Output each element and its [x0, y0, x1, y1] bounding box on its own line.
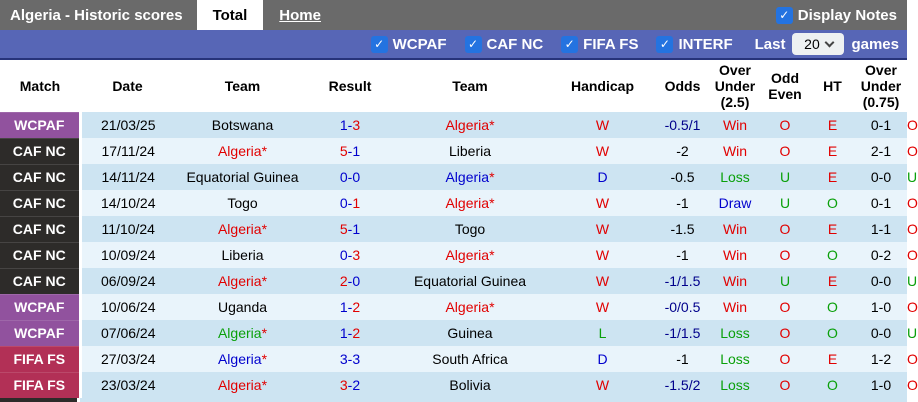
filter-wcpaf[interactable] [371, 36, 447, 53]
odd-even: E [827, 169, 838, 185]
filter-wcpaf-checkbox[interactable] [371, 36, 388, 53]
odds-result: Win [722, 143, 748, 159]
odds-result: Loss [720, 169, 750, 185]
table-row: CAF NC 14/10/24 Togo 0-1 Algeria* W -1 Draw U O 0-1 O [0, 190, 907, 216]
col-header-away-team: Team [452, 78, 488, 94]
filter-interf-label: INTERF [678, 35, 733, 53]
result-letter: W [595, 117, 610, 133]
filter-bar [0, 30, 907, 60]
match-score: 5-1 [339, 221, 361, 237]
match-score: 1-3 [339, 117, 361, 133]
competition-badge: WCPAF [0, 320, 80, 346]
page-title: Algeria - Historic scores [10, 6, 183, 24]
handicap-value: -0/0.5 [664, 299, 701, 315]
match-date: 06/09/24 [101, 273, 156, 289]
match-date: 10/09/24 [101, 247, 156, 263]
display-notes-checkbox[interactable] [776, 7, 793, 24]
away-team-star: * [489, 117, 495, 133]
result-letter: W [595, 377, 610, 393]
away-team: Algeria* [445, 169, 495, 185]
checkmark-icon: ✓ [564, 37, 575, 51]
table-row: CAF NC 11/10/24 Algeria* 5-1 Togo W -1.5 Win O E 1-1 O [0, 216, 907, 242]
match-score: 3-2 [339, 377, 361, 393]
odds-result: Draw [718, 195, 752, 211]
table-row: CAF NC 06/09/24 Algeria* 2-0 Equatorial Guinea W -1/1.5 Win U E 0-0 U [0, 268, 907, 294]
over-under-25: O [779, 299, 791, 315]
home-team-star: * [261, 221, 268, 237]
over-under-25: O [779, 221, 791, 237]
match-date: 11/10/24 [101, 221, 155, 237]
match-score: 0-1 [339, 195, 361, 211]
odd-even: E [827, 143, 838, 159]
home-team-star: * [261, 351, 268, 367]
last-label: Last [754, 35, 786, 53]
half-time-score: 1-0 [870, 377, 892, 393]
home-team-star: * [261, 377, 268, 393]
home-team: Equatorial Guinea [186, 169, 299, 185]
away-team-star: * [489, 169, 495, 185]
away-team: Algeria* [445, 299, 495, 315]
col-header-date: Date [112, 78, 143, 94]
match-date: 21/03/25 [101, 117, 156, 133]
over-under-25: O [779, 247, 791, 263]
result-letter: W [595, 195, 610, 211]
table-row: FIFA FS 27/03/24 Algeria* 3-3 South Africa D -1 Loss O E 1-2 O [0, 346, 907, 372]
half-time-score: 0-2 [870, 247, 892, 263]
odds-result: Win [722, 247, 748, 263]
away-team: Algeria* [445, 195, 495, 211]
match-date: 14/10/24 [101, 195, 156, 211]
match-score: 1-2 [339, 299, 361, 315]
handicap-value: -1 [676, 351, 689, 367]
odd-even: E [827, 117, 838, 133]
competition-badge: FIFA FS [0, 372, 80, 398]
half-time-score: 0-0 [870, 325, 892, 341]
away-team: Algeria* [445, 117, 495, 133]
result-letter: D [597, 351, 608, 367]
over-under-25: O [779, 143, 791, 159]
match-score: 5-1 [339, 143, 361, 159]
filter-caf-nc-label: CAF NC [486, 35, 544, 53]
col-header-odd-even: Odd Even [768, 70, 802, 102]
competition-badge: CAF NC [0, 268, 80, 294]
results-table [0, 60, 918, 398]
competition-badge: WCPAF [0, 294, 80, 320]
handicap-value: -1/1.5 [664, 325, 701, 341]
filter-caf-nc-checkbox[interactable] [465, 36, 482, 53]
title-bar [0, 0, 907, 30]
col-header-over-under-25: Over Under (2.5) [714, 62, 756, 110]
odds-result: Loss [720, 351, 750, 367]
match-date: 27/03/24 [101, 351, 156, 367]
away-team: Bolivia [449, 377, 491, 393]
competition-badge: CAF NC [0, 138, 80, 164]
filter-wcpaf-label: WCPAF [392, 35, 447, 53]
handicap-value: -2 [676, 143, 689, 159]
result-letter: W [595, 247, 610, 263]
away-team: Togo [454, 221, 486, 237]
competition-badge: FIFA FS [0, 346, 80, 372]
odds-result: Loss [720, 325, 750, 341]
match-score: 3-3 [339, 351, 361, 367]
result-letter: L [598, 325, 607, 341]
table-row: WCPAF 07/06/24 Algeria* 1-2 Guinea L -1/1.5 Loss O O 0-0 U [0, 320, 907, 346]
half-time-score: 1-1 [870, 221, 892, 237]
over-under-25: U [779, 195, 791, 211]
competition-badge: WCPAF [0, 112, 80, 138]
over-under-25: O [779, 325, 791, 341]
col-header-over-under-075: Over Under (0.75) [860, 62, 902, 110]
match-date: 10/06/24 [101, 299, 156, 315]
half-time-score: 0-0 [870, 273, 892, 289]
over-under-25: O [779, 351, 791, 367]
home-team-star: * [261, 325, 268, 341]
filter-fifa-fs-label: FIFA FS [583, 35, 639, 53]
odd-even: O [827, 377, 838, 393]
table-row: CAF NC 17/11/24 Algeria* 5-1 Liberia W -2 Win O E 2-1 O [0, 138, 907, 164]
partial-next-row-body [80, 398, 907, 402]
match-date: 17/11/24 [101, 143, 155, 159]
home-team: Botswana [211, 117, 274, 133]
table-row: CAF NC 10/09/24 Liberia 0-3 Algeria* W -1 Win O O 0-2 O [0, 242, 907, 268]
away-team: Liberia [448, 143, 492, 159]
over-under-25: U [779, 273, 791, 289]
match-score: 0-3 [339, 247, 361, 263]
filter-interf-checkbox[interactable] [656, 36, 673, 53]
over-under-25: U [779, 169, 791, 185]
result-letter: W [595, 273, 610, 289]
match-date: 07/06/24 [101, 325, 156, 341]
col-header-odds: Odds [664, 78, 701, 94]
table-row: WCPAF 21/03/25 Botswana 1-3 Algeria* W -0.5/1 Win O E 0-1 O [0, 112, 907, 138]
handicap-value: -1/1.5 [664, 273, 701, 289]
col-header-home-team: Team [224, 78, 261, 94]
competition-badge: CAF NC [0, 216, 80, 242]
home-team-star: * [261, 143, 268, 159]
away-team-star: * [489, 247, 495, 263]
odds-result: Win [722, 273, 748, 289]
odds-result: Win [722, 299, 748, 315]
competition-badge: CAF NC [0, 242, 80, 268]
filter-fifa-fs[interactable] [561, 36, 638, 53]
odds-result: Loss [720, 377, 750, 393]
odd-even: E [827, 221, 838, 237]
competition-badge: CAF NC [0, 164, 80, 190]
games-label: games [851, 35, 899, 53]
filter-interf[interactable] [656, 36, 732, 53]
result-letter: W [595, 221, 610, 237]
away-team: South Africa [432, 351, 508, 367]
match-score: 2-0 [339, 273, 361, 289]
home-team: Algeria* [217, 143, 268, 159]
table-row: FIFA FS 23/03/24 Algeria* 3-2 Bolivia W -1.5/2 Loss O O 1-0 O [0, 372, 907, 398]
display-notes-label: Display Notes [797, 6, 897, 24]
away-team: Guinea [447, 325, 493, 341]
match-score: 0-0 [339, 169, 361, 185]
home-team: Algeria* [217, 351, 268, 367]
handicap-value: -1.5 [670, 221, 695, 237]
handicap-value: -0.5 [670, 169, 695, 185]
result-letter: W [595, 299, 610, 315]
col-header-result: Result [328, 78, 372, 94]
title-bar-spacer [337, 0, 776, 30]
filter-fifa-fs-checkbox[interactable] [561, 36, 578, 53]
over-under-25: O [779, 377, 791, 393]
odd-even: O [827, 247, 838, 263]
last-games-select[interactable] [792, 33, 844, 55]
checkmark-icon: ✓ [374, 37, 385, 51]
partial-next-row [0, 398, 907, 402]
table-row: WCPAF 10/06/24 Uganda 1-2 Algeria* W -0/0.5 Win O O 1-0 O [0, 294, 907, 320]
odd-even: O [827, 299, 838, 315]
odd-even: O [827, 325, 838, 341]
half-time-score: 1-2 [870, 351, 892, 367]
checkmark-icon: ✓ [467, 37, 479, 51]
home-team: Uganda [217, 299, 268, 315]
odd-even: E [827, 273, 838, 289]
handicap-value: -1 [676, 195, 689, 211]
home-team-star: * [261, 273, 268, 289]
competition-badge: CAF NC [0, 190, 80, 216]
half-time-score: 0-1 [870, 117, 892, 133]
half-time-score: 0-0 [870, 169, 892, 185]
partial-next-row-badge [0, 398, 80, 402]
checkmark-icon: ✓ [779, 8, 790, 22]
tab-home[interactable]: Home [279, 6, 321, 24]
home-team: Liberia [221, 247, 264, 263]
away-team: Algeria* [445, 247, 495, 263]
last-games-value: 20 [804, 36, 820, 52]
away-team-star: * [489, 195, 495, 211]
filter-caf-nc[interactable] [465, 36, 544, 53]
odds-result: Win [722, 117, 748, 133]
half-time-score: 0-1 [870, 195, 892, 211]
away-team: Equatorial Guinea [413, 273, 527, 289]
odds-result: Win [722, 221, 748, 237]
match-date: 23/03/24 [101, 377, 156, 393]
odd-even: O [827, 195, 838, 211]
col-header-ht: HT [823, 78, 842, 94]
chevron-down-icon [824, 37, 834, 47]
results-table-header [0, 60, 907, 112]
col-header-handicap: Handicap [570, 78, 634, 94]
over-under-25: O [779, 117, 791, 133]
handicap-value: -1.5/2 [664, 377, 701, 393]
home-team: Algeria* [217, 273, 268, 289]
checkmark-icon: ✓ [659, 37, 670, 51]
away-team-star: * [489, 299, 495, 315]
results-table-body [0, 112, 918, 398]
half-time-score: 2-1 [870, 143, 892, 159]
handicap-value: -0.5/1 [664, 117, 701, 133]
match-score: 1-2 [339, 325, 361, 341]
match-date: 14/11/24 [101, 169, 155, 185]
result-letter: W [595, 143, 610, 159]
result-letter: D [597, 169, 608, 185]
display-notes-toggle[interactable] [776, 0, 907, 30]
home-team: Algeria* [217, 377, 268, 393]
half-time-score: 1-0 [870, 299, 892, 315]
home-team: Togo [227, 195, 258, 211]
handicap-value: -1 [676, 247, 689, 263]
col-header-match: Match [19, 77, 61, 94]
odd-even: E [827, 351, 838, 367]
home-team: Algeria* [217, 325, 268, 341]
tab-total[interactable]: Total [197, 0, 264, 30]
home-team: Algeria* [217, 221, 268, 237]
table-row: CAF NC 14/11/24 Equatorial Guinea 0-0 Algeria* D -0.5 Loss U E 0-0 U [0, 164, 907, 190]
